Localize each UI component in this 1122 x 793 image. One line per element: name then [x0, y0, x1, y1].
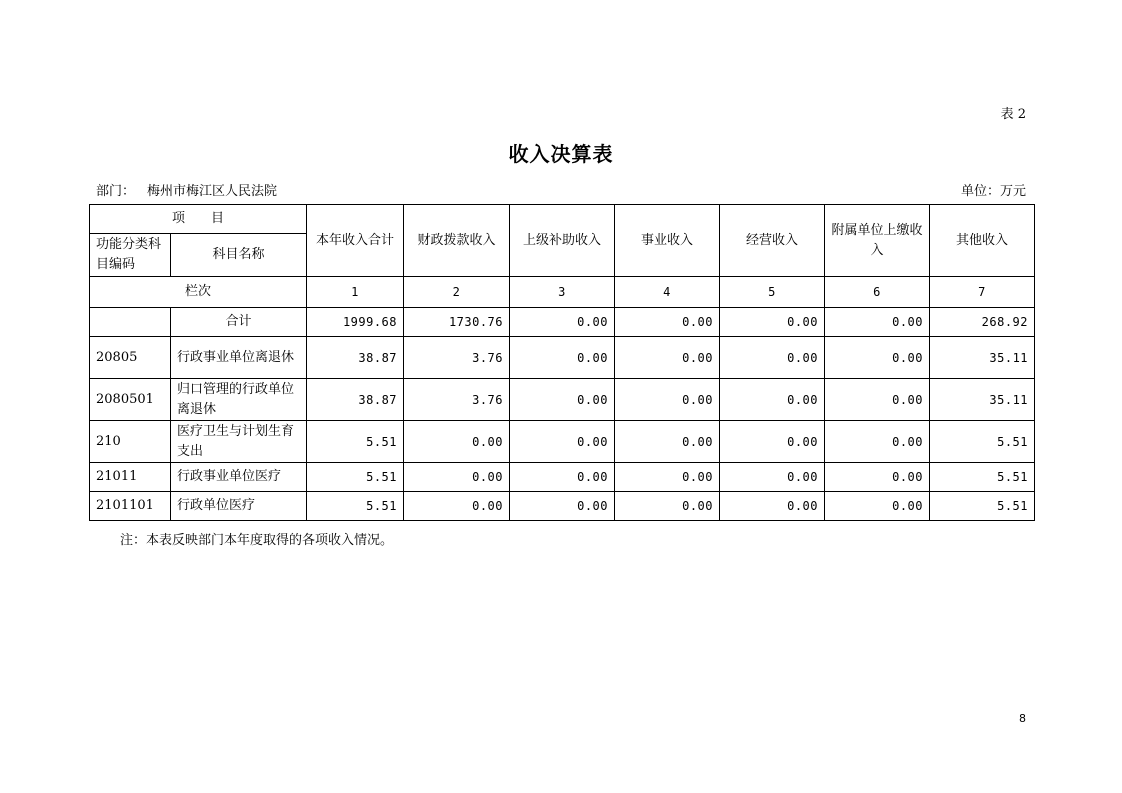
row-no-cell: 4 — [615, 277, 720, 308]
col-header-affiliated: 附属单位上缴收入 — [825, 205, 930, 277]
total-label: 合计 — [171, 308, 307, 337]
row-value: 0.00 — [615, 463, 720, 492]
row-value: 5.51 — [307, 463, 404, 492]
row-value: 3.76 — [404, 379, 510, 421]
department-label: 部门： — [96, 184, 136, 199]
row-value: 0.00 — [510, 463, 615, 492]
row-value: 0.00 — [404, 492, 510, 521]
row-value: 0.00 — [720, 492, 825, 521]
row-no-cell: 7 — [930, 277, 1035, 308]
row-value: 35.11 — [930, 337, 1035, 379]
row-name: 归口管理的行政单位离退休 — [171, 379, 307, 421]
total-value: 1999.68 — [307, 308, 404, 337]
table-number: 表 2 — [1000, 107, 1026, 122]
row-no-cell: 2 — [404, 277, 510, 308]
income-table — [89, 204, 1035, 521]
col-header-superior: 上级补助收入 — [510, 205, 615, 277]
col-header-business: 事业收入 — [615, 205, 720, 277]
total-code-cell — [90, 308, 171, 337]
row-value: 0.00 — [510, 337, 615, 379]
row-value: 0.00 — [615, 379, 720, 421]
row-value: 0.00 — [720, 463, 825, 492]
row-code: 20805 — [90, 337, 171, 379]
total-value: 0.00 — [615, 308, 720, 337]
row-no-cell: 3 — [510, 277, 615, 308]
row-value: 0.00 — [825, 463, 930, 492]
row-code: 210 — [90, 421, 171, 463]
row-name: 行政事业单位医疗 — [171, 463, 307, 492]
table-row — [90, 463, 1035, 492]
row-value: 5.51 — [930, 463, 1035, 492]
row-value: 0.00 — [615, 337, 720, 379]
row-no-cell: 1 — [307, 277, 404, 308]
col-header-fiscal: 财政拨款收入 — [404, 205, 510, 277]
total-value: 268.92 — [930, 308, 1035, 337]
row-value: 0.00 — [720, 337, 825, 379]
department-line — [96, 180, 277, 199]
col-header-other: 其他收入 — [930, 205, 1035, 277]
total-value: 0.00 — [825, 308, 930, 337]
row-no-cell: 6 — [825, 277, 930, 308]
subject-name-header: 科目名称 — [171, 234, 307, 277]
table-row — [90, 379, 1035, 421]
footnote: 注：本表反映部门本年度取得的各项收入情况。 — [120, 533, 394, 548]
row-value: 38.87 — [307, 337, 404, 379]
row-name: 行政单位医疗 — [171, 492, 307, 521]
item-header: 项 目 — [90, 205, 307, 234]
row-value: 0.00 — [720, 379, 825, 421]
row-value: 0.00 — [404, 463, 510, 492]
page-title: 收入决算表 — [508, 142, 614, 166]
row-value: 35.11 — [930, 379, 1035, 421]
row-value: 3.76 — [404, 337, 510, 379]
row-code: 2080501 — [90, 379, 171, 421]
row-value: 0.00 — [510, 492, 615, 521]
row-value: 5.51 — [307, 421, 404, 463]
row-code: 2101101 — [90, 492, 171, 521]
row-value: 0.00 — [615, 421, 720, 463]
row-no-label: 栏次 — [90, 277, 307, 308]
row-value: 0.00 — [510, 379, 615, 421]
row-no-cell: 5 — [720, 277, 825, 308]
row-code: 21011 — [90, 463, 171, 492]
func-code-header: 功能分类科目编码 — [90, 234, 171, 277]
row-value: 0.00 — [720, 421, 825, 463]
row-value: 0.00 — [825, 337, 930, 379]
total-value: 0.00 — [510, 308, 615, 337]
row-value: 0.00 — [825, 421, 930, 463]
row-value: 5.51 — [930, 421, 1035, 463]
total-value: 0.00 — [720, 308, 825, 337]
unit-label: 单位：万元 — [960, 184, 1026, 199]
row-value: 38.87 — [307, 379, 404, 421]
col-header-operating: 经营收入 — [720, 205, 825, 277]
row-value: 0.00 — [825, 492, 930, 521]
table-row — [90, 492, 1035, 521]
row-value: 5.51 — [307, 492, 404, 521]
row-name: 行政事业单位离退休 — [171, 337, 307, 379]
col-header-total: 本年收入合计 — [307, 205, 404, 277]
row-value: 0.00 — [825, 379, 930, 421]
row-value: 5.51 — [930, 492, 1035, 521]
total-value: 1730.76 — [404, 308, 510, 337]
page-number: 8 — [1019, 712, 1026, 725]
table-row — [90, 421, 1035, 463]
table-row — [90, 337, 1035, 379]
row-name: 医疗卫生与计划生育支出 — [171, 421, 307, 463]
row-value: 0.00 — [404, 421, 510, 463]
row-value: 0.00 — [615, 492, 720, 521]
department-value: 梅州市梅江区人民法院 — [147, 184, 278, 199]
total-row — [90, 308, 1035, 337]
row-value: 0.00 — [510, 421, 615, 463]
